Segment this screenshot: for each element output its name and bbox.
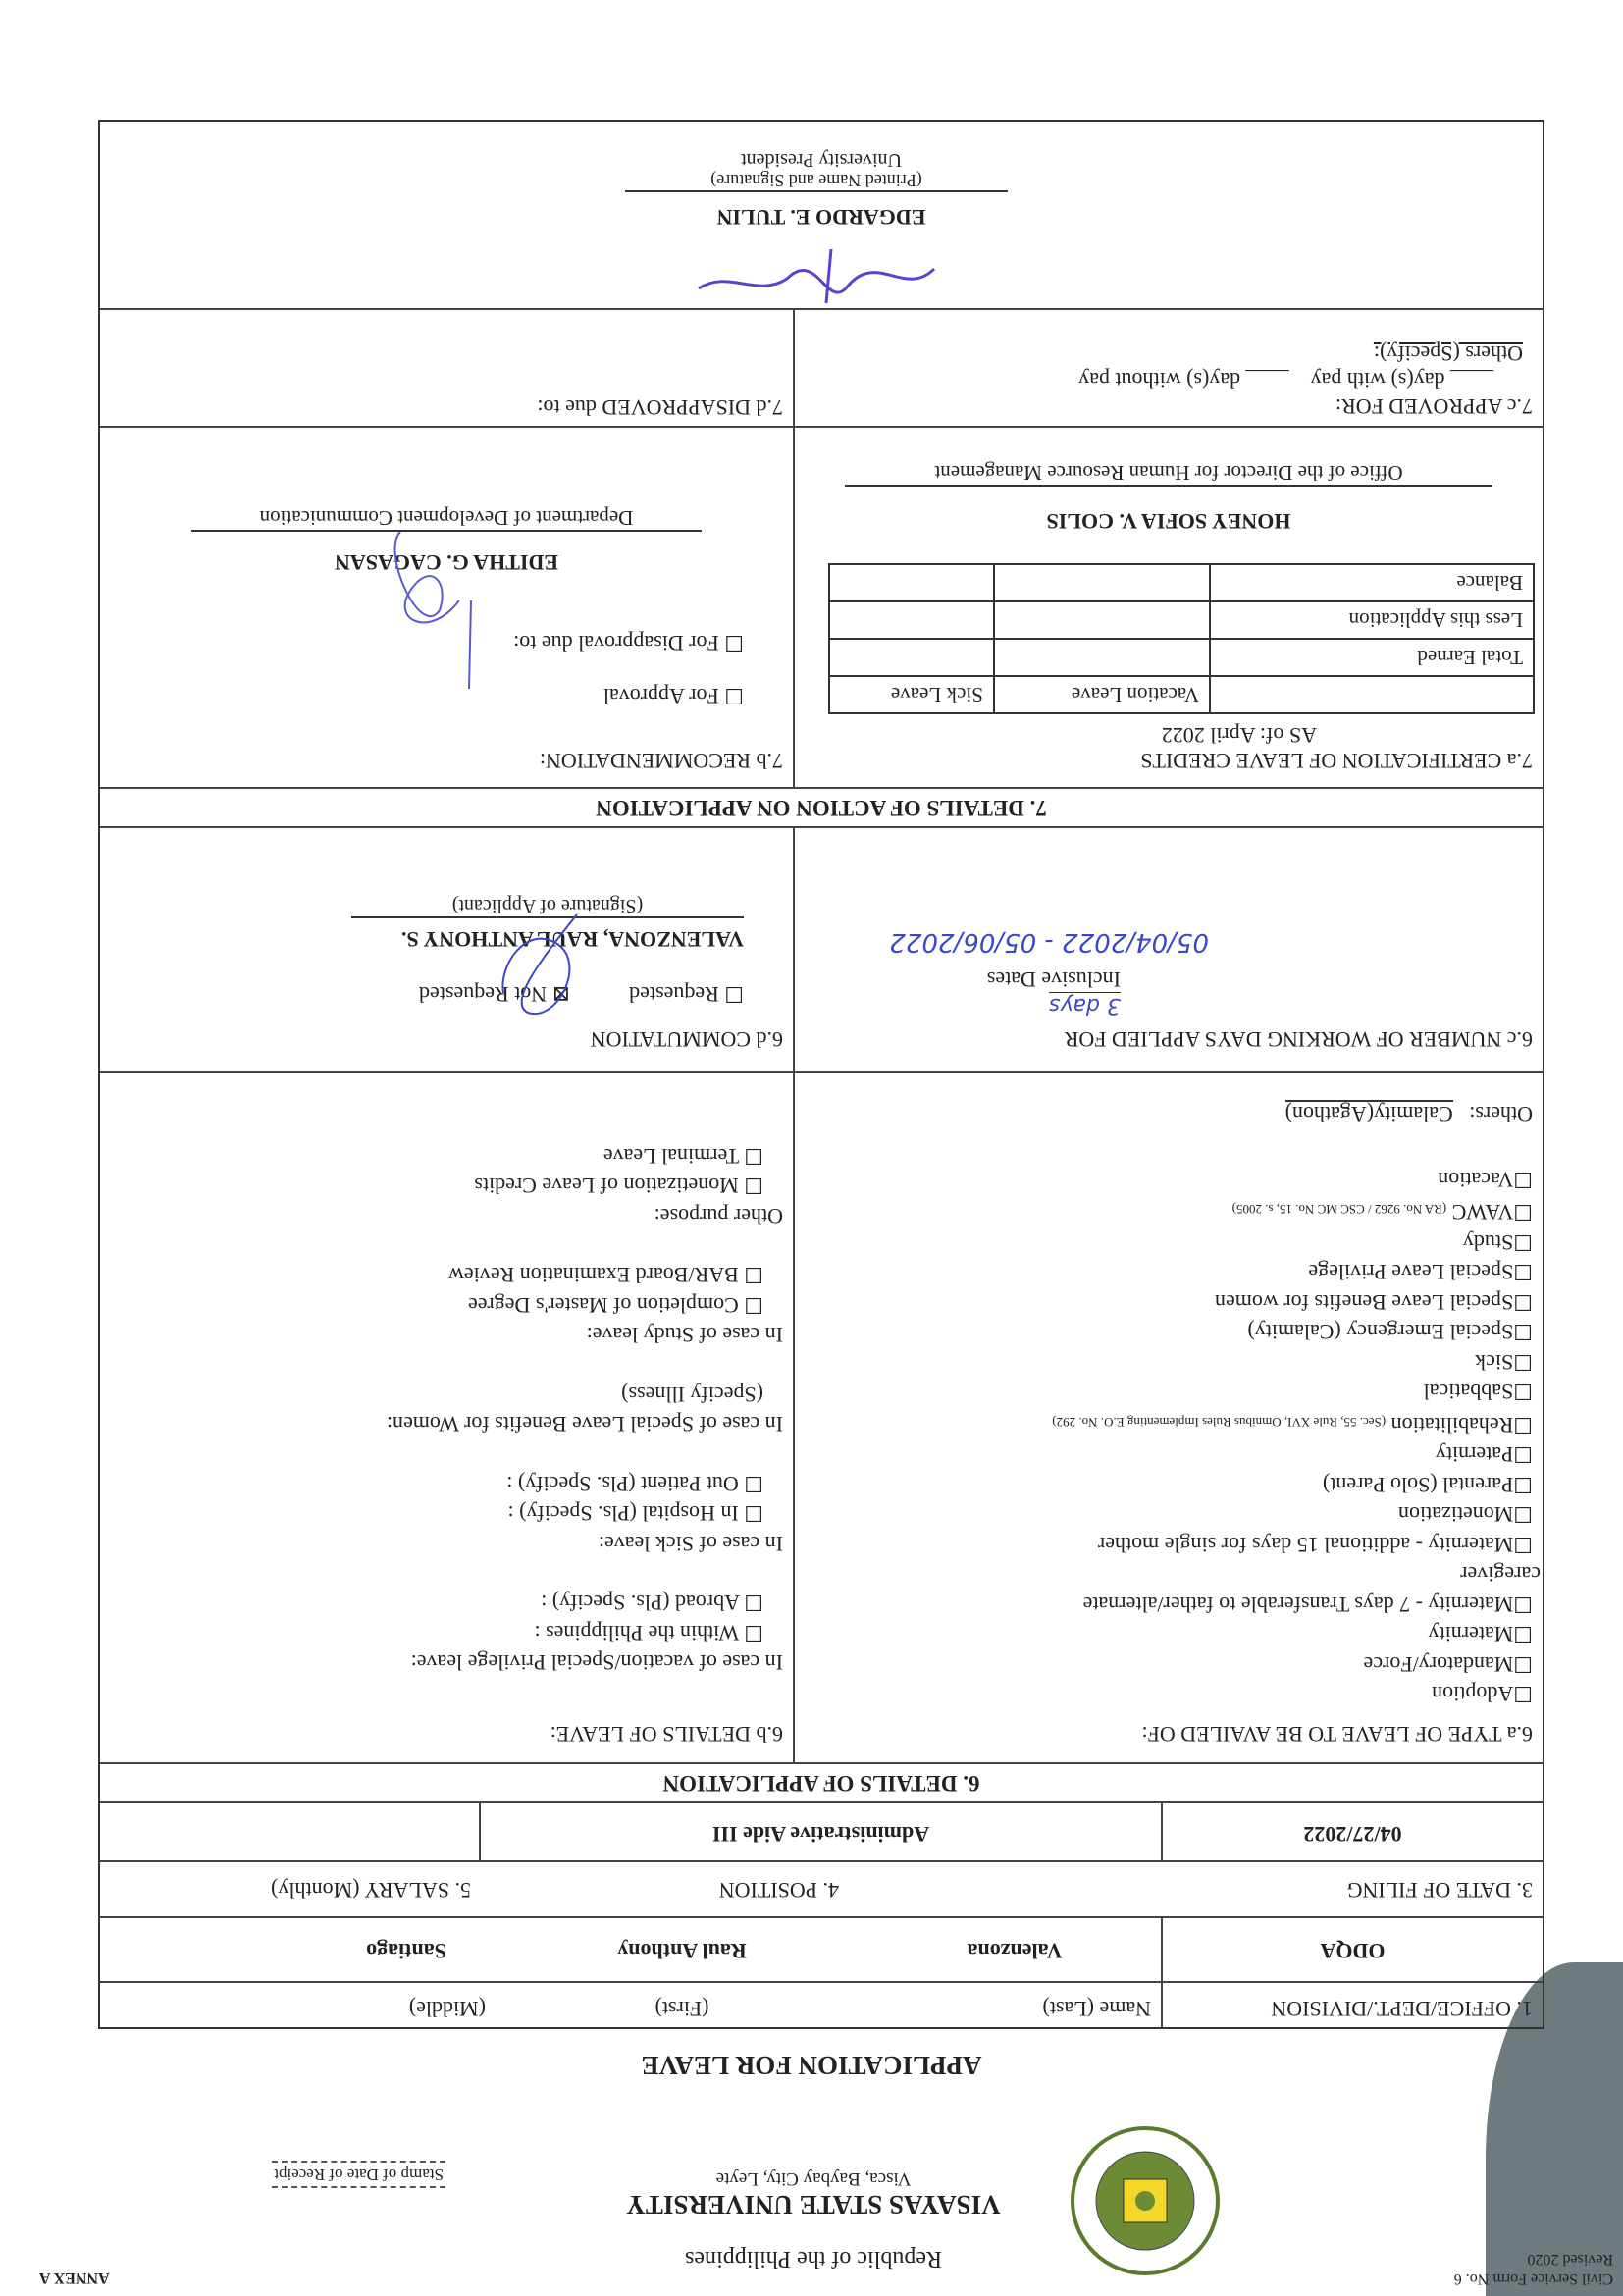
approved-for-title: 7.c APPROVED FOR:	[1335, 394, 1533, 419]
position-label: 4. POSITION	[718, 1878, 839, 1903]
commutation	[100, 828, 795, 1071]
days-field[interactable]: 3 days	[1049, 993, 1121, 1018]
sick-heading: In case of Sick leave:	[598, 1532, 783, 1556]
leave-type-option[interactable]: ☐Paternity	[1435, 1442, 1533, 1468]
credits-cell[interactable]	[829, 601, 994, 639]
recommender-signature	[371, 522, 498, 699]
last-name-label: Name (Last)	[868, 1983, 1163, 2027]
recommender-office: Department of Development Communication	[191, 505, 702, 532]
not-requested-checkbox[interactable]: ⊠ Not Requested	[419, 982, 571, 1007]
first-name-label: (First)	[654, 1997, 709, 2021]
masters-option[interactable]: ☐ Completion of Master's Degree	[467, 1293, 763, 1318]
president-title: University President	[741, 149, 902, 171]
applicant-signature-label: (Signature of Applicant)	[351, 894, 744, 918]
others-leave-field[interactable]: Calamity(Agathon)	[1284, 1102, 1453, 1127]
leave-type-option[interactable]: ☐Vacation	[1438, 1168, 1533, 1192]
working-days-title: 6.c NUMBER OF WORKING DAYS APPLIED FOR	[1064, 1027, 1533, 1052]
recommendation	[100, 428, 795, 787]
credits-row-label: Balance	[1210, 564, 1534, 601]
office-field[interactable]: ODQA	[1320, 1939, 1386, 1963]
leave-type-option[interactable]: ☐Adoption	[1432, 1682, 1533, 1707]
leave-type-option[interactable]: ☐Study	[1462, 1230, 1533, 1255]
within-ph-option[interactable]: ☐ Within the Philippines :	[534, 1621, 763, 1645]
leave-type-list	[795, 1073, 1543, 1762]
out-patient-option[interactable]: ☐ Out Patient (Pls. Specify) :	[506, 1472, 763, 1496]
leave-type-options	[805, 1165, 1541, 1709]
commutation-title: 6.d COMMUTATION	[590, 1027, 783, 1052]
filing-values-row	[100, 1801, 1543, 1860]
recommendation-title: 7.b RECOMMENDATION:	[539, 749, 783, 773]
leave-type-option[interactable]: ☐VAWC (RA No. 9262 / CSC MC No. 15, s. 2005)	[1231, 1200, 1533, 1226]
in-hospital-option[interactable]: ☐ In Hospital (Pls. Specify) :	[507, 1501, 763, 1527]
leave-type-option[interactable]: ☐Maternity	[1428, 1622, 1533, 1647]
leave-type-option[interactable]: ☐Mandatory/Force	[1363, 1652, 1533, 1677]
for-approval-checkbox[interactable]: ☐ For Approval	[602, 684, 744, 708]
form-title: APPLICATION FOR LEAVE	[641, 2051, 982, 2080]
specify-illness: (Specify Illness)	[621, 1383, 763, 1407]
president-name: EDGARDO E. TULIN	[716, 205, 926, 230]
president-signature-label: (Printed Name and Signature)	[625, 170, 1008, 192]
date-filing-field[interactable]: 04/27/2022	[1303, 1822, 1402, 1847]
credits-cell[interactable]	[829, 639, 994, 676]
date-filing-label: 3. DATE OF FILING	[1346, 1878, 1533, 1903]
last-name-field[interactable]: Valenzona	[868, 1918, 1163, 1981]
leave-application-form	[98, 120, 1544, 2029]
certifier-name: HONEY SOFIA V. COLIS	[1046, 509, 1291, 534]
leave-type-continuation: caregiver	[1460, 1562, 1541, 1588]
receipt-stamp-area: Stamp of Date of Receipt	[272, 2161, 445, 2188]
leave-type-option[interactable]: ☐Special Leave Benefits for women	[1215, 1290, 1533, 1315]
annex-label: ANNEX A	[39, 2270, 110, 2286]
credits-cell[interactable]	[994, 601, 1210, 639]
days-without-pay-field[interactable]: ____	[1240, 368, 1289, 392]
leave-details	[100, 1073, 795, 1762]
leave-details-title: 6.b DETAILS OF LEAVE:	[550, 1722, 783, 1747]
study-heading: In case of Study leave:	[586, 1323, 783, 1348]
form-number: Civil Service Form No. 6 Revised 2020	[1453, 2251, 1613, 2287]
leave-type-option[interactable]: ☐Monetization	[1397, 1502, 1533, 1528]
leave-type-option[interactable]: ☐Sabbatical	[1423, 1380, 1533, 1405]
credits-col-header: Sick Leave	[829, 676, 994, 713]
others-leave: Others: Calamity(Agathon)	[1284, 1102, 1533, 1127]
credits-cell[interactable]	[994, 639, 1210, 676]
credits-col-header: Vacation Leave	[994, 676, 1210, 713]
leave-type-option[interactable]: ☐Rehabilitation (Sec. 55, Rule XVI, Omnibus Rules Implementing E.O. No. 292)	[1052, 1413, 1533, 1437]
inclusive-dates-field[interactable]: 05/04/2022 - 05/06/2022	[889, 927, 1209, 957]
approval-row	[100, 308, 1543, 426]
vacation-heading: In case of vacation/Special Privilege leave:	[410, 1650, 783, 1676]
applicant-signature	[489, 905, 597, 1022]
position-field[interactable]: Administrative Aide III	[481, 1803, 1163, 1860]
credits-row-label: Less this Application	[1210, 601, 1534, 639]
monetization-option[interactable]: ☐ Monetization of Leave Credits	[474, 1174, 763, 1199]
as-of-date: AS of: April 2022	[1161, 723, 1317, 748]
leave-credits-table	[828, 563, 1535, 714]
salary-label: 5. SALARY (Monthly)	[271, 1878, 471, 1903]
women-heading: In case of Special Leave Benefits for Women:	[386, 1412, 783, 1437]
leave-type-option[interactable]: ☐Sick	[1475, 1350, 1533, 1375]
terminal-leave-option[interactable]: ☐ Terminal Leave	[602, 1144, 763, 1169]
leave-type-option[interactable]: ☐Parental (Solo Parent)	[1322, 1473, 1533, 1497]
office-label: 1. OFFICE/DEPT./DIVISION	[1271, 1997, 1533, 2021]
salary-field[interactable]	[100, 1803, 481, 1860]
leave-type-title: 6.a TYPE OF LEAVE TO BE AVAILED OF:	[1141, 1722, 1533, 1747]
applicant-name: VALENZONA, RAUL ANTHONY S.	[400, 927, 744, 952]
inclusive-dates-label: Inclusive Dates	[986, 967, 1121, 992]
recommender-name: EDITHA G. CAGASAN	[335, 550, 558, 575]
disapproved	[100, 310, 795, 426]
section-6-title: 6. DETAILS OF APPLICATION	[100, 1762, 1543, 1801]
credits-cell[interactable]	[829, 564, 994, 601]
leave-type-details-row	[100, 1071, 1543, 1762]
bar-review-option[interactable]: ☐ BAR/Board Examination Review	[448, 1263, 763, 1288]
days-commutation-row	[100, 826, 1543, 1071]
approved-for: 7.c APPROVED FOR: ____ day(s) with pay ____ day(s) without pay Others (Specify):	[795, 310, 1543, 426]
leave-credits	[795, 428, 1543, 787]
leave-credits-title: 7.a CERTIFICATION OF LEAVE CREDITS	[1140, 749, 1533, 773]
first-name-field[interactable]: Raul Anthony	[617, 1939, 747, 1963]
middle-name-label: (Middle)	[408, 1997, 486, 2021]
approved-others-field[interactable]: Others (Specify):	[1373, 341, 1523, 366]
university-seal-logo	[1069, 2124, 1221, 2276]
credits-row-label: Total Earned	[1210, 639, 1534, 676]
leave-type-option[interactable]: ☐Maternity - 7 days Transferable to father/alternate	[1082, 1592, 1533, 1617]
credits-recommendation-row	[100, 426, 1543, 787]
credits-col-header	[1210, 676, 1534, 713]
middle-name-field[interactable]: Santiago	[366, 1939, 446, 1963]
working-days	[795, 828, 1543, 1071]
leave-type-option[interactable]: ☐Maternity - additional 15 days for single mother	[1097, 1533, 1533, 1557]
section-7-title: 7. DETAILS OF ACTION ON APPLICATION	[100, 787, 1543, 826]
other-purpose-heading: Other purpose:	[654, 1204, 783, 1228]
letterhead: Republic of the Philippines VISAYAS STATE UNIVERSITY Visca, Baybay City, Leyte	[626, 2168, 1001, 2271]
disapproved-title: 7.d DISAPPROVED due to:	[537, 395, 783, 420]
filing-labels-row	[100, 1860, 1543, 1916]
president-signature-block	[100, 122, 1543, 308]
certifier-office: Office of the Director for Human Resource Management	[845, 460, 1492, 487]
president-signature	[689, 239, 944, 308]
credits-cell[interactable]	[994, 564, 1210, 601]
name-row	[100, 1916, 1543, 2027]
requested-checkbox[interactable]: ☐ Requested	[629, 982, 744, 1007]
for-disapproval-checkbox[interactable]: ☐ For Disapproval due to:	[513, 631, 744, 655]
abroad-option[interactable]: ☐ Abroad (Pls. Specify) :	[541, 1591, 763, 1616]
days-with-pay-field[interactable]: ____	[1444, 368, 1493, 392]
leave-type-option[interactable]: ☐Special Emergency (Calamity)	[1247, 1320, 1533, 1345]
leave-type-option[interactable]: ☐Special Leave Privilege	[1308, 1260, 1533, 1285]
